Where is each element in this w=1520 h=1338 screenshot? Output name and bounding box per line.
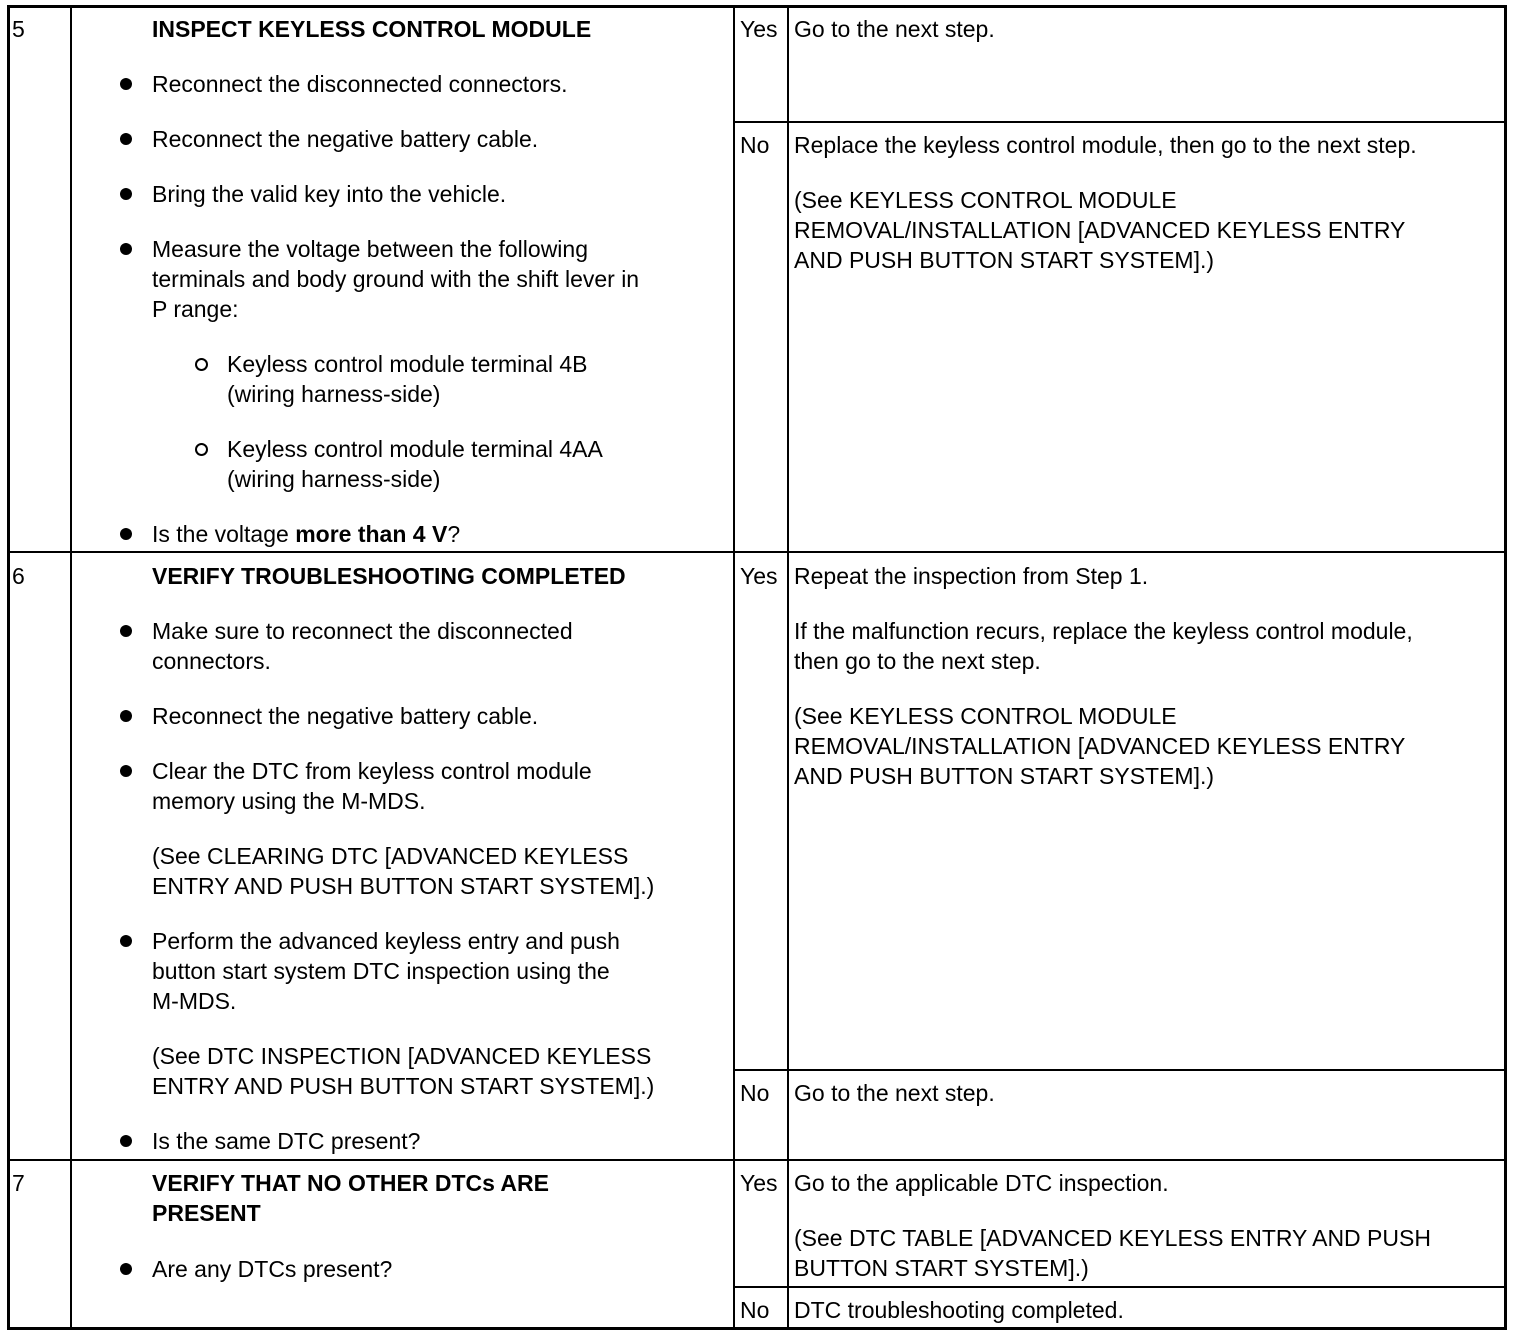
no-action-reference: AND PUSH BUTTON START SYSTEM].) — [794, 247, 1215, 273]
no-label: No — [740, 1297, 770, 1323]
sub-item-line: (wiring harness-side) — [227, 381, 441, 407]
no-action-reference: (See KEYLESS CONTROL MODULE — [794, 187, 1177, 213]
question-text: ? — [447, 521, 461, 547]
step-heading: VERIFY TROUBLESHOOTING COMPLETED — [152, 563, 626, 589]
yes-no-divider — [733, 1286, 1507, 1288]
instruction-line: P range: — [152, 296, 239, 322]
instruction-line: connectors. — [152, 648, 271, 674]
yes-label: Yes — [740, 1170, 778, 1196]
reference-line: ENTRY AND PUSH BUTTON START SYSTEM].) — [152, 1073, 655, 1099]
step-number: 5 — [12, 16, 25, 42]
question-emphasis: more than 4 V — [295, 521, 448, 547]
column-divider — [733, 5, 735, 1330]
bullet-icon — [120, 78, 132, 90]
yes-action-reference: (See DTC TABLE [ADVANCED KEYLESS ENTRY AND PUSH — [794, 1225, 1431, 1251]
sub-bullet-icon — [195, 443, 208, 456]
step-heading-line: VERIFY THAT NO OTHER DTCs ARE — [152, 1170, 549, 1196]
bullet-icon — [120, 765, 132, 777]
instruction-line: M-MDS. — [152, 988, 237, 1014]
question: Is the same DTC present? — [152, 1128, 421, 1154]
reference-line: (See CLEARING DTC [ADVANCED KEYLESS — [152, 843, 629, 869]
yes-action-reference: (See KEYLESS CONTROL MODULE — [794, 703, 1177, 729]
step-number: 6 — [12, 563, 25, 589]
row-divider — [7, 551, 1507, 553]
question — [152, 519, 460, 549]
instruction-line: Clear the DTC from keyless control module — [152, 758, 592, 784]
no-label: No — [740, 1080, 770, 1106]
column-divider — [70, 5, 72, 1330]
no-action: Go to the next step. — [794, 1080, 995, 1106]
yes-action: Repeat the inspection from Step 1. — [794, 563, 1149, 589]
instruction-line: Make sure to reconnect the disconnected — [152, 618, 573, 644]
no-action-reference: REMOVAL/INSTALLATION [ADVANCED KEYLESS ENTRY — [794, 217, 1406, 243]
yes-no-divider — [733, 121, 1507, 123]
sub-item-line: Keyless control module terminal 4B — [227, 351, 588, 377]
instruction-line: memory using the M-MDS. — [152, 788, 426, 814]
yes-action: Go to the next step. — [794, 16, 995, 42]
yes-action-line: If the malfunction recurs, replace the keyless control module, — [794, 618, 1413, 644]
bullet-icon — [120, 625, 132, 637]
bullet-icon — [120, 1135, 132, 1147]
sub-item-line: (wiring harness-side) — [227, 466, 441, 492]
instruction-line: button start system DTC inspection using the — [152, 958, 610, 984]
instruction-line: Measure the voltage between the following — [152, 236, 589, 262]
no-action: DTC troubleshooting completed. — [794, 1297, 1124, 1323]
yes-no-divider — [733, 1069, 1507, 1071]
yes-action-line: then go to the next step. — [794, 648, 1041, 674]
step-number: 7 — [12, 1170, 25, 1196]
yes-action-reference: BUTTON START SYSTEM].) — [794, 1255, 1089, 1281]
question: Are any DTCs present? — [152, 1256, 393, 1282]
row-divider — [7, 1159, 1507, 1161]
instruction-line: Perform the advanced keyless entry and push — [152, 928, 620, 954]
bullet-icon — [120, 1263, 132, 1275]
instruction: Bring the valid key into the vehicle. — [152, 181, 507, 207]
bullet-icon — [120, 133, 132, 145]
no-label: No — [740, 132, 770, 158]
step-heading-line: PRESENT — [152, 1200, 261, 1226]
yes-label: Yes — [740, 16, 778, 42]
sub-bullet-icon — [195, 358, 208, 371]
yes-action: Go to the applicable DTC inspection. — [794, 1170, 1169, 1196]
instruction-line: terminals and body ground with the shift lever in — [152, 266, 640, 292]
no-action: Replace the keyless control module, then go to the next step. — [794, 132, 1417, 158]
yes-action-reference: REMOVAL/INSTALLATION [ADVANCED KEYLESS ENTRY — [794, 733, 1406, 759]
question-text: Is the voltage — [152, 521, 296, 547]
reference-line: ENTRY AND PUSH BUTTON START SYSTEM].) — [152, 873, 655, 899]
bullet-icon — [120, 528, 132, 540]
instruction: Reconnect the negative battery cable. — [152, 126, 539, 152]
column-divider — [787, 5, 789, 1330]
yes-label: Yes — [740, 563, 778, 589]
bullet-icon — [120, 935, 132, 947]
instruction: Reconnect the disconnected connectors. — [152, 71, 568, 97]
instruction: Reconnect the negative battery cable. — [152, 703, 539, 729]
step-heading: INSPECT KEYLESS CONTROL MODULE — [152, 16, 592, 42]
sub-item-line: Keyless control module terminal 4AA — [227, 436, 603, 462]
bullet-icon — [120, 243, 132, 255]
bullet-icon — [120, 710, 132, 722]
reference-line: (See DTC INSPECTION [ADVANCED KEYLESS — [152, 1043, 652, 1069]
yes-action-reference: AND PUSH BUTTON START SYSTEM].) — [794, 763, 1215, 789]
bullet-icon — [120, 188, 132, 200]
